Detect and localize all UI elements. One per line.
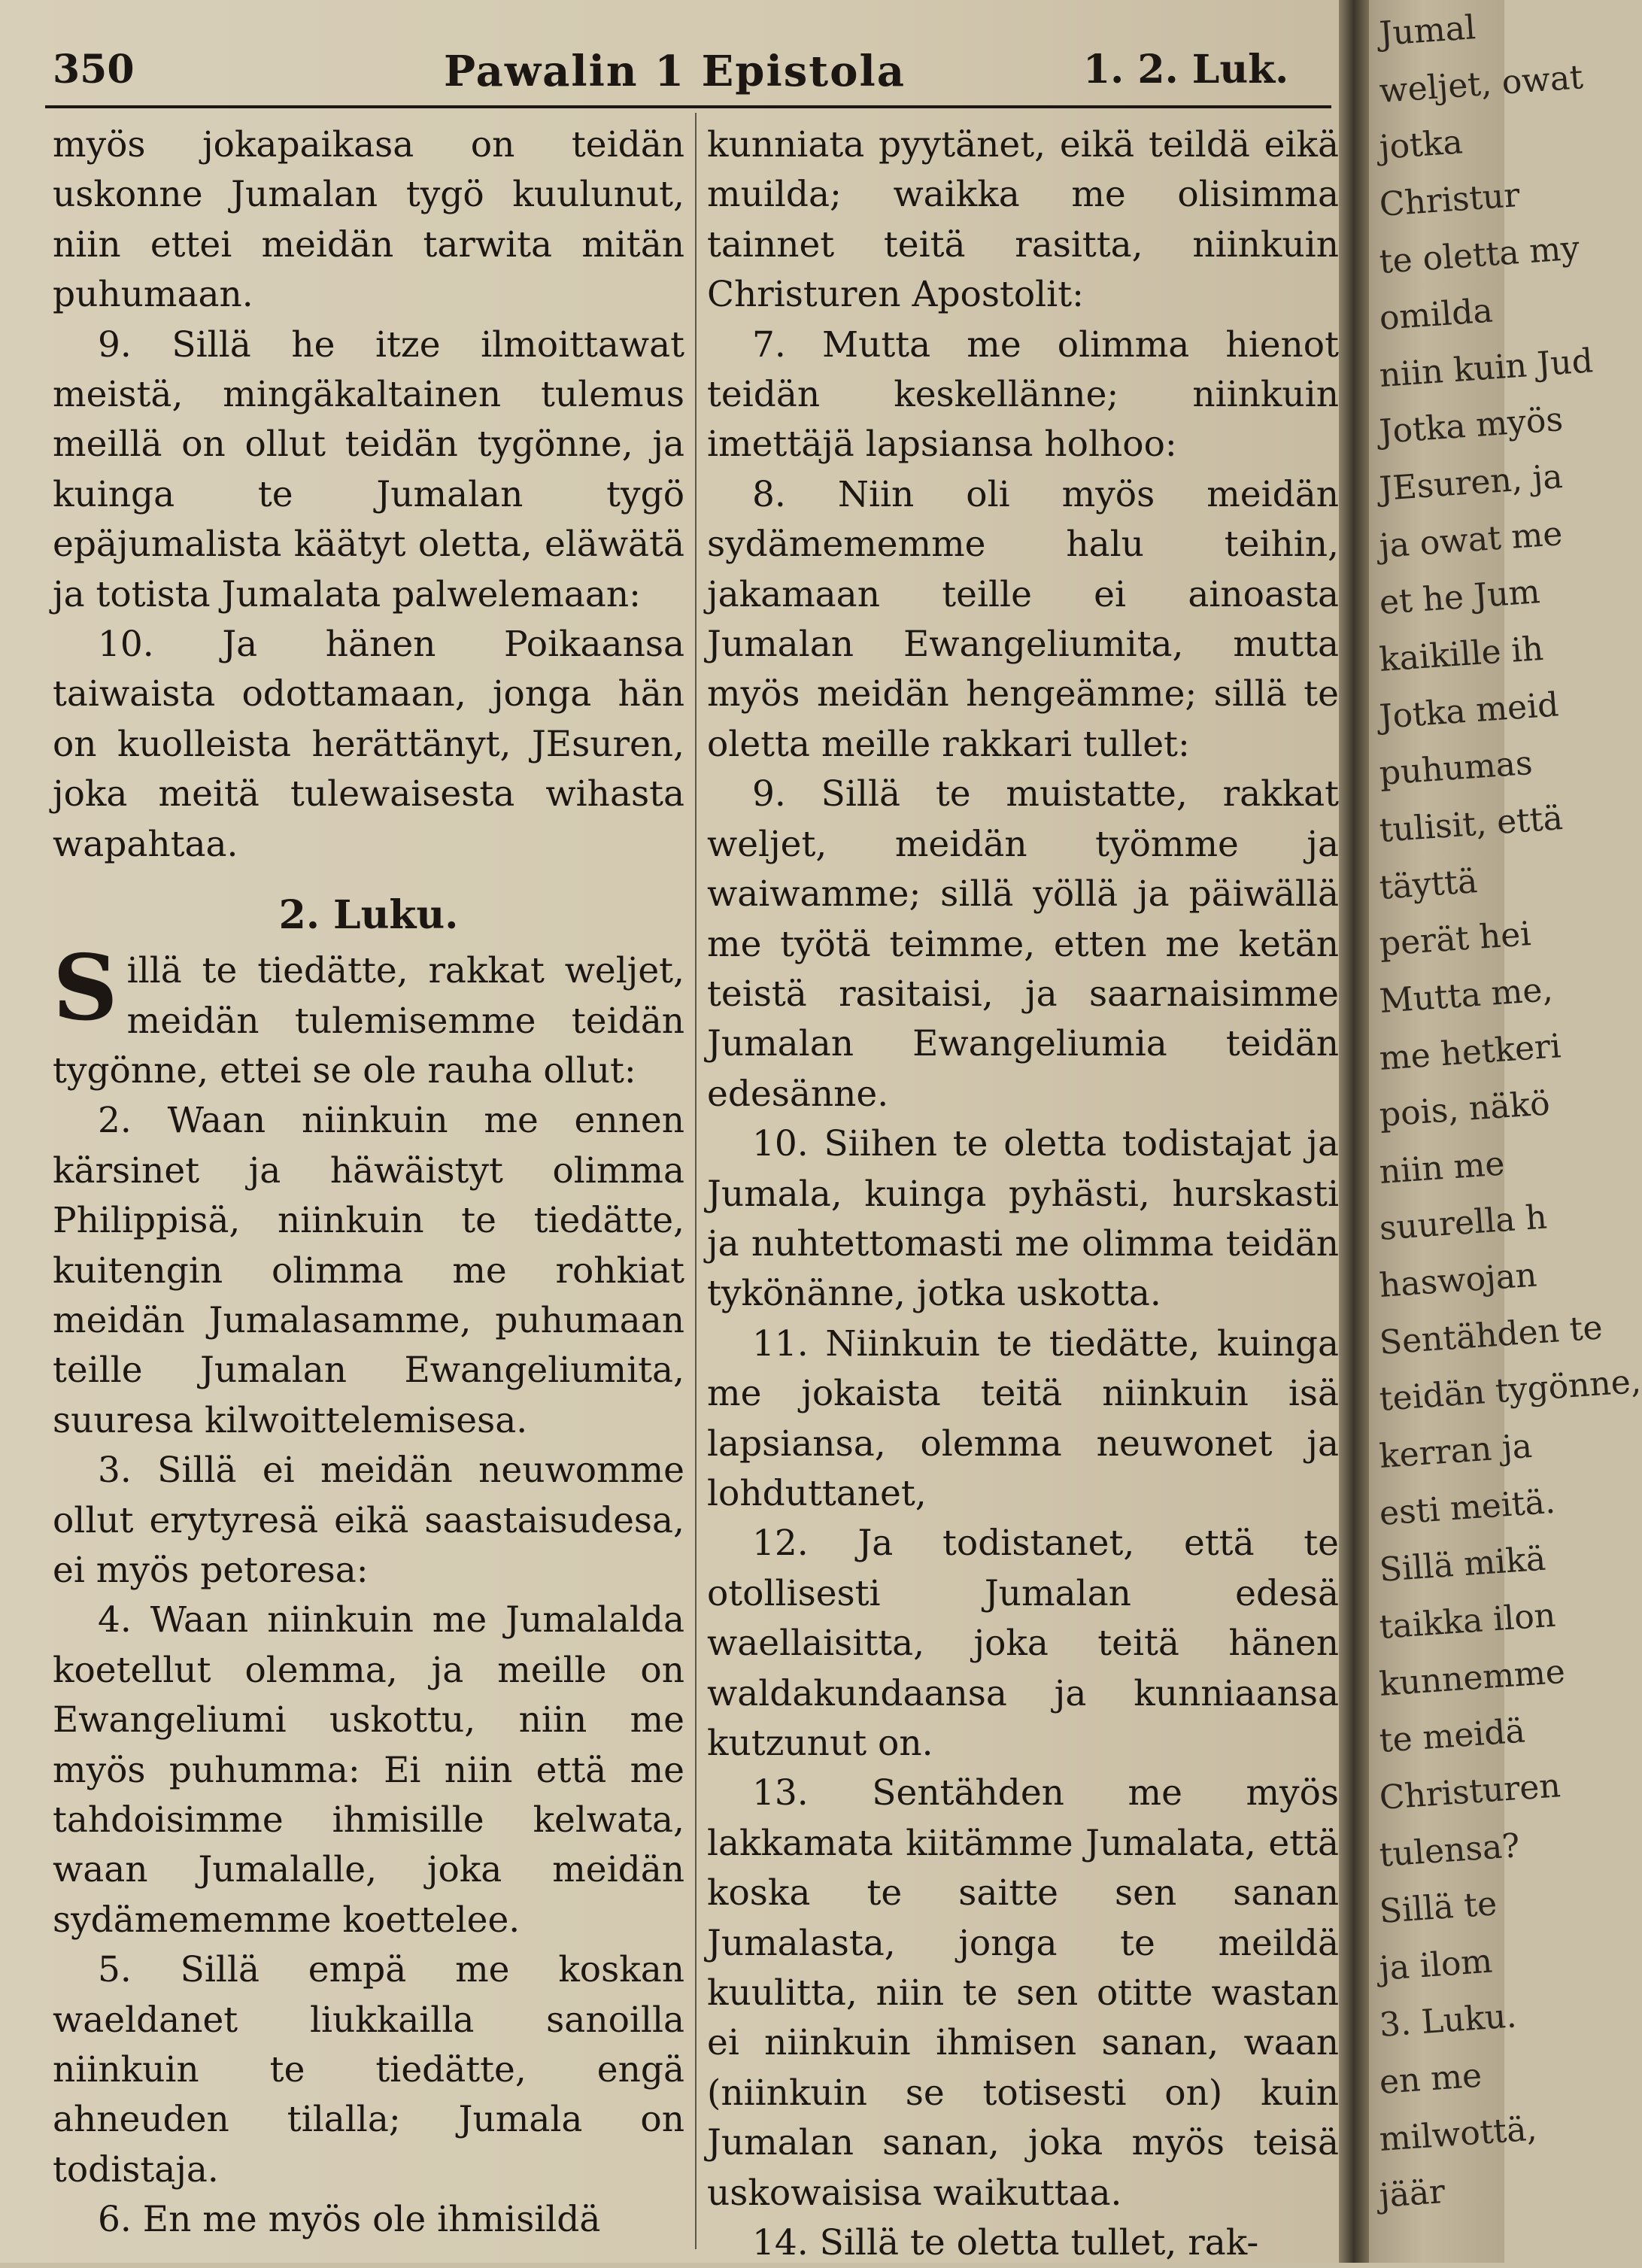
facing-page-fragment: tulisit, että [1378, 799, 1565, 850]
facing-page-fragment: 3. Luku. [1378, 1996, 1518, 2045]
left-column [53, 120, 684, 2245]
facing-page-fragment: milwottä, [1378, 2109, 1538, 2159]
facing-page-fragment: perät hei [1378, 915, 1532, 964]
continued-paragraph: myös jokapaikasa on teidän uskonne Jumalan tygö kuulunut, niin ettei meidän tarwita mitän puhumaan. [53, 124, 684, 316]
facing-page-fragment: Christuren [1378, 1766, 1562, 1817]
verse-14: 14. Sillä te oletta tullet, rak- [752, 2222, 1259, 2264]
facing-page-fragment: kerran ja [1378, 1426, 1534, 1476]
facing-page-fragment: Sentähden te [1378, 1308, 1604, 1362]
verse-10-right: 10. Siihen te oletta todistajat ja Jumala, kuinga pyhästi, hurskasti ja nuhtettomasti me olimma teidän tykönänne, jotka uskotta. [707, 1123, 1339, 1315]
facing-page-fragment: niin kuin Jud [1378, 342, 1595, 395]
facing-page-fragment: te oletta my [1378, 229, 1581, 281]
facing-page-fragment: pois, näkö [1378, 1084, 1552, 1135]
chapter-heading: 2. Luku. [278, 892, 459, 939]
facing-page-fragment: jotka [1378, 123, 1464, 168]
facing-page-fragment: Jotka myös [1378, 400, 1565, 452]
facing-page-fragment: omilda [1378, 291, 1495, 339]
chapter-reference: 1. 2. Luk. [1083, 47, 1289, 93]
verse-5: 5. Sillä empä me koskan waeldanet liukkailla sanoilla niinkuin te tiedätte, engä ahneuden tilalla; Jumala on todistaja. [53, 1949, 684, 2191]
facing-page-fragment: Mutta me, [1378, 970, 1554, 1021]
facing-page-fragment: me hetkeri [1378, 1026, 1562, 1078]
verse-3: 3. Sillä ei meidän neuwomme ollut erytyresä eikä saastaisudesa, ei myös petoresa: [53, 1450, 684, 1591]
facing-page-fragment: Christur [1378, 175, 1522, 224]
verse-8: 8. Niin oli myös meidän sydämememme halu teihin, jakamaan teille ei ainoasta Jumalan Ewangeliumita, mutta myös meidän hengeämme; sillä te oletta meille rakkari tullet: [707, 473, 1339, 765]
verse-1 [53, 935, 684, 1096]
facing-page-fragment: kunnemme [1378, 1652, 1567, 1704]
facing-page-fragment: niin me [1378, 1144, 1506, 1192]
facing-page-fragment: Jumal [1378, 8, 1477, 53]
facing-page-fragment: tulensa? [1378, 1826, 1522, 1875]
facing-page-fragment: esti meitä. [1378, 1482, 1557, 1533]
verse-9-right: 9. Sillä te muistatte, rakkat weljet, meidän työmme ja waiwamme; sillä yöllä ja päiwällä me työtä teimme, etten me ketän teistä rasitaisi, ja saarnaisimme Jumalan Ewangeliumia teidän edesänne. [707, 773, 1339, 1115]
facing-page-fragment: haswojan [1378, 1255, 1538, 1306]
facing-page-fragment: en me [1378, 2056, 1483, 2103]
facing-page-fragment: te meidä [1378, 1711, 1527, 1761]
page-number: 350 [53, 47, 135, 93]
facing-page-fragment: ja ilom [1378, 1942, 1494, 1988]
verse-9: 9. Sillä he itze ilmoittawat meistä, mingäkaltainen tulemus meillä on ollut teidän tygönne, ja kuinga te Jumalan tygö epäjumalista käätyt oletta, eläwätä ja totista Jumalata palwelemaan: [53, 323, 684, 615]
facing-page-fragment: ja owat me [1378, 514, 1564, 566]
verse-12: 12. Ja todistanet, että te otollisesti Jumalan edesä waellaisitta, joka teitä hänen waldakundaansa ja kunniaansa kutzunut on. [707, 1523, 1339, 1764]
facing-page-fragment: JEsuren, ja [1378, 457, 1565, 509]
facing-page-fragment: kaikille ih [1378, 629, 1545, 679]
facing-page-fragment: taikka ilon [1378, 1595, 1557, 1647]
verse-1-text: illä te tiedätte, rakkat weljet, meidän tulemisemme teidän tygönne, ettei se ole rauha ollut: [53, 950, 684, 1091]
running-title: Pawalin 1 Epistola [444, 47, 906, 96]
continued-paragraph-right: kunniata pyytänet, eikä teildä eikä muilda; waikka me olisimma tainnet teitä rasitta, niinkuin Christuren Apostolit: [707, 124, 1339, 316]
right-column [707, 120, 1339, 2268]
verse-11: 11. Niinkuin te tiedätte, kuinga me jokaista teitä niinkuin isä lapsiansa, olemma neuwonet ja lohduttanet, [707, 1322, 1339, 1514]
verse-6: 6. En me myös ole ihmisildä [98, 2199, 601, 2241]
verse-7: 7. Mutta me olimma hienot teidän keskellänne; niinkuin imettäjä lapsiansa holhoo: [707, 323, 1339, 466]
facing-page-fragment: Jotka meid [1378, 685, 1560, 736]
verse-13: 13. Sentähden me myös lakkamata kiitämme Jumalata, että koska te saitte sen sanan Jumalasta, jonga te meildä kuulitta, niin te sen otitte wastan ei niinkuin ihmisen sanan, waan (niinkuin se totisesti on) kuin Jumalan sanan, joka myös teisä uskowaisisa waikuttaa. [707, 1772, 1339, 2214]
facing-page-edge [1369, 0, 1642, 2263]
verse-10: 10. Ja hänen Poikaansa taiwaista odottamaan, jonga hän on kuolleista herättänyt, JEsuren, joka meitä tulewaisesta wihasta wapahtaa. [53, 624, 684, 865]
drop-cap: S [53, 935, 118, 1042]
verse-4: 4. Waan niinkuin me Jumalalda koetellut olemma, ja meille on Ewangeliumi uskottu, niin me myös puhumma: Ei niin että me tahdoisimme ihmisille kelwata, waan Jumalalle, joka meidän sydämememme koettelee. [53, 1599, 684, 1941]
facing-page-fragment: Sillä te [1378, 1884, 1498, 1932]
facing-page-fragment: suurella h [1378, 1198, 1549, 1249]
book-gutter [1339, 0, 1369, 2263]
facing-page-fragment: weljet, owat [1378, 57, 1585, 111]
facing-page-fragment: jäär [1378, 2172, 1446, 2216]
page-header [53, 47, 1331, 99]
facing-page-fragment: puhumas [1378, 744, 1534, 794]
column-divider [695, 113, 697, 2249]
facing-page-fragment: täyttä [1378, 861, 1479, 907]
verse-2: 2. Waan niinkuin me ennen kärsinet ja häwäistyt olimma Philippisä, niinkuin te tiedätte, kuitengin olimma me rohkiat meidän Jumalasamme, puhumaan teille Jumalan Ewangeliumita, suuresa kilwoittelemisesa. [53, 1100, 684, 1441]
facing-page-fragment: teidän tygönne, [1378, 1362, 1642, 1419]
facing-page-fragment: Sillä mikä [1378, 1539, 1547, 1590]
facing-page-fragment: et he Jum [1378, 572, 1542, 623]
header-rule [45, 105, 1331, 108]
